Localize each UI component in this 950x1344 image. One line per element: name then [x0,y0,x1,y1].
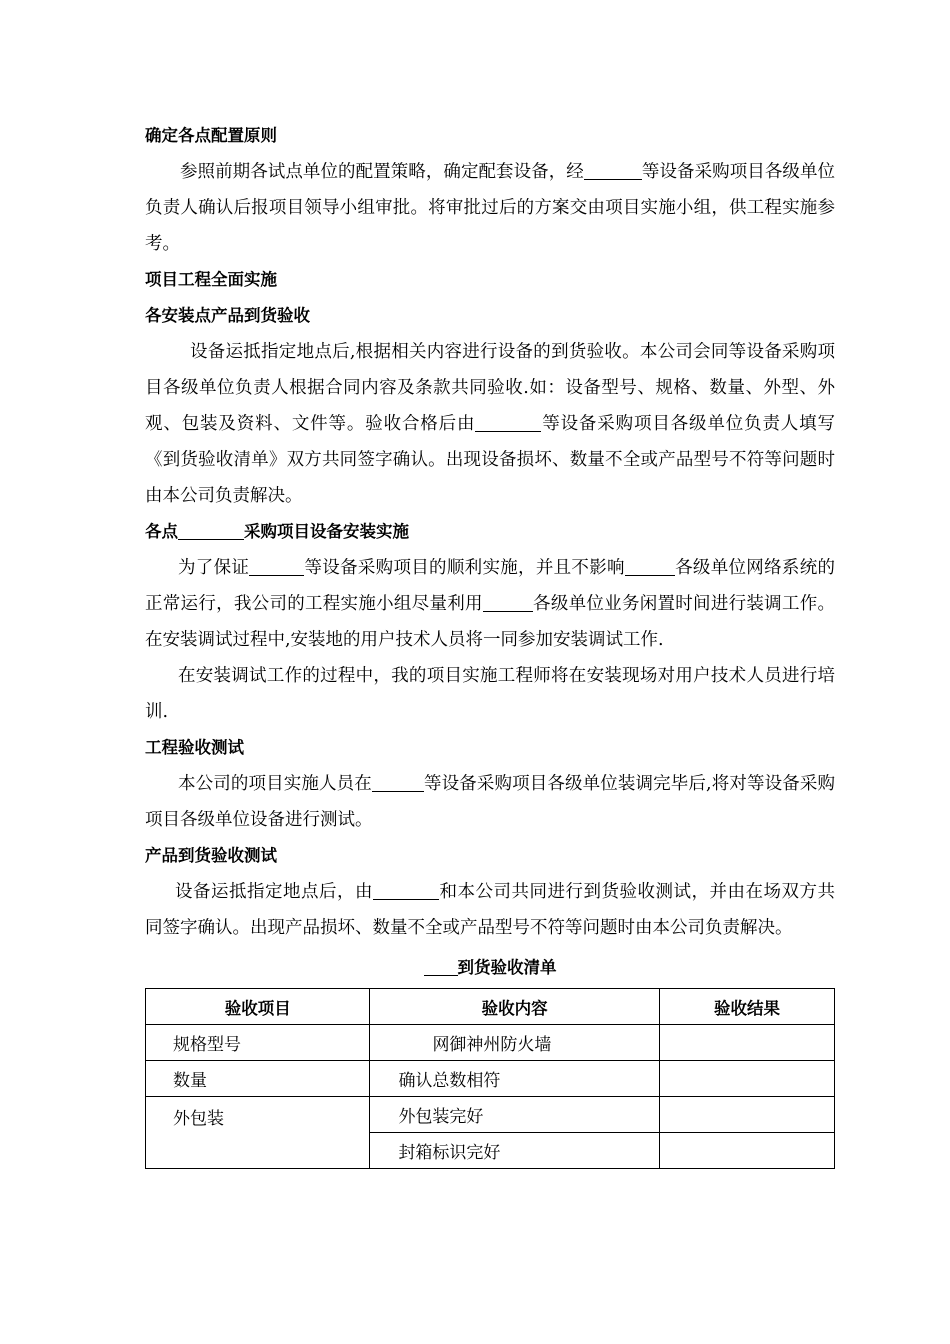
fill-in-blank [178,519,244,540]
text: 参照前期各试点单位的配置策略，确定配套设备，经 [180,162,584,182]
table-cell: 外包装完好 [370,1097,659,1133]
acceptance-table [145,988,835,1169]
section-heading: 工程验收测试 [145,738,244,757]
table-header: 验收内容 [370,989,659,1025]
table-header-row [146,989,835,1025]
text: 等设备采购项目各级单位负责人确认后报项目领导小组审批。将审批过后的方案交由项目实施小组，供工程实施参考。 [145,162,836,254]
paragraph: 在安装调试工作的过程中，我的项目实施工程师将在安装现场对用户技术人员进行培训. [145,666,835,722]
table-header: 验收项目 [146,989,370,1025]
text: 各级单位网络系统的正常运行，我公司的工程实施小组尽量利用 [145,558,835,614]
text: 设备运抵指定地点后，由 [175,882,373,902]
section-heading: 产品到货验收测试 [145,846,277,865]
table-row [146,1097,835,1133]
paragraph [145,550,835,658]
text: 为了保证 [178,558,250,578]
text: 各点 [145,522,178,541]
paragraph [145,334,835,514]
table-cell [659,1061,834,1097]
table-cell [659,1097,834,1133]
table-cell: 封箱标识完好 [370,1133,659,1169]
fill-in-blank [372,771,424,792]
section-heading: 项目工程全面实施 [145,270,277,289]
fill-in-blank [373,879,439,900]
text: 采购项目设备安装实施 [244,522,409,541]
document-page [145,118,835,1169]
table-cell: 规格型号 [146,1025,370,1061]
text: 各级单位业务闲置时间进行装调工作。在安装调试过程中,安装地的用户技术人员将一同参加安装调试工作. [145,594,836,650]
paragraph [145,154,835,262]
text: 到货验收清单 [457,958,557,977]
table-cell: 外包装 [146,1097,370,1169]
table-cell [659,1133,834,1169]
table-row [146,1061,835,1097]
table-cell: 网御神州防火墙 [370,1025,659,1061]
fill-in-blank [424,955,458,976]
text: 等设备采购项目的顺利实施，并且不影响 [304,558,625,578]
section-heading: 各安装点产品到货验收 [145,306,310,325]
paragraph [145,874,835,946]
section-heading: 确定各点配置原则 [145,126,277,145]
fill-in-blank [625,555,675,576]
section-heading [145,514,835,550]
table-cell: 数量 [146,1061,370,1097]
text: 等设备采购项目各级单位装调完毕后,将对等设备采购项目各级单位设备进行测试。 [145,774,836,830]
fill-in-blank [475,411,541,432]
fill-in-blank [249,555,304,576]
text: 设备运抵指定地点后,根据相关内容进行设备的到货验收。本公司会同等设备采购项目各级单位负责人根据合同内容及条款共同验收.如：设备型号、规格、数量、外型、外观、包装及资料、文件等。验收合格后由 [145,342,835,434]
text: 和本公司共同进行到货验收测试，并由在场双方共同签字确认。出现产品损坏、数量不全或产品型号不符等问题时由本公司负责解决。 [145,882,835,938]
fill-in-blank [584,159,642,180]
paragraph [145,766,835,838]
text: 本公司的项目实施人员在 [178,774,372,794]
table-caption [145,950,835,986]
table-cell: 确认总数相符 [370,1061,659,1097]
fill-in-blank [483,591,533,612]
text: 等设备采购项目各级单位负责人填写《到货验收清单》双方共同签字确认。出现设备损坏、数量不全或产品型号不符等问题时由本公司负责解决。 [145,414,836,506]
table-cell [659,1025,834,1061]
table-row [146,1025,835,1061]
table-header: 验收结果 [659,989,834,1025]
